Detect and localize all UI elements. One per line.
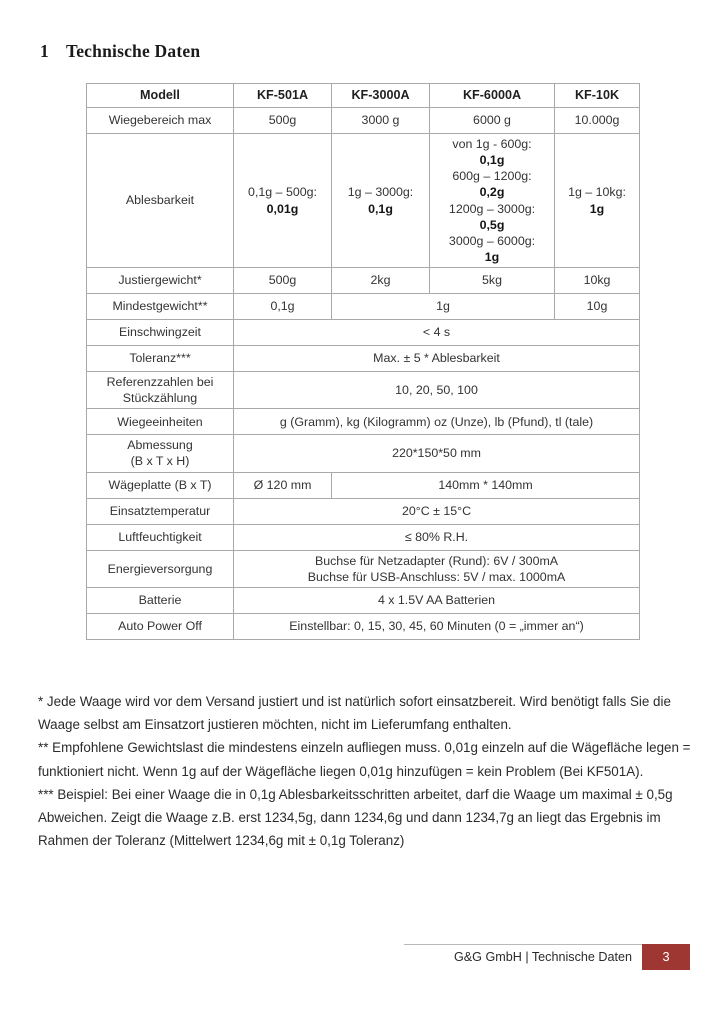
footnotes [38, 690, 694, 852]
row-label: Wiegeeinheiten [87, 409, 234, 435]
row-label: Luftfeuchtigkeit [87, 524, 234, 550]
table-row-energieversorgung [87, 550, 640, 587]
table-row-auto-power-off [87, 613, 640, 639]
footnote-triple-asterisk: *** Beispiel: Bei einer Waage die in 0,1g Ablesbarkeitsschritten arbeitet, darf die Waage um maximal ± 0,5g Abweichen. Zeigt die Waage z.B. erst 1234,5g, dann 1234,6g und dann 1234,7g an liegt das Ergebnis im Rahmen der Toleranz (Mittelwert 1234,6g mit ± 0,1g Toleranz) [38, 786, 673, 849]
cell-merged-value: < 4 s [234, 320, 640, 346]
cell-kf3000a: 3000 g [332, 108, 430, 134]
table-header-row [87, 84, 640, 108]
row-label: Einschwingzeit [87, 320, 234, 346]
column-header-kf501a: KF-501A [234, 84, 332, 108]
range-value: 1g [484, 249, 500, 264]
cell-kf10k: 10kg [555, 268, 640, 294]
row-label: Mindestgewicht** [87, 294, 234, 320]
cell-kf6000a-readability [430, 134, 555, 268]
cell-merged-value: 20°C ± 15°C [234, 498, 640, 524]
table-row-abmessung [87, 435, 640, 472]
cell-merged-rest: 140mm * 140mm [332, 472, 640, 498]
column-header-modell: Modell [87, 84, 234, 108]
range-value: 1g [589, 201, 605, 216]
cell-kf3000a-readability [332, 134, 430, 268]
value-line1: Buchse für Netzadapter (Rund): 6V / 300mA [314, 553, 559, 568]
range-label: 0,1g – 500g: [248, 185, 317, 200]
table-row-batterie [87, 587, 640, 613]
row-label [87, 372, 234, 409]
cell-kf501a: 500g [234, 268, 332, 294]
footnote-single-asterisk: * Jede Waage wird vor dem Versand justiert und ist natürlich sofort einsatzbereit. Wird benötigt falls Sie die Waage selbst am Einsatzort justieren möchten, nicht im Lieferumfang enthalten. [38, 694, 671, 733]
cell-merged-value: 220*150*50 mm [234, 435, 640, 472]
range-value: 0,2g [479, 185, 505, 200]
row-label [87, 435, 234, 472]
cell-kf501a-readability [234, 134, 332, 268]
cell-kf10k: 10g [555, 294, 640, 320]
range-label: 1200g – 3000g: [448, 201, 536, 216]
page-title [40, 41, 200, 62]
row-label: Energieversorgung [87, 550, 234, 587]
row-label: Ablesbarkeit [87, 134, 234, 268]
cell-kf6000a: 6000 g [430, 108, 555, 134]
table-row-referenzzahlen [87, 372, 640, 409]
range-value: 0,01g [266, 201, 299, 216]
cell-merged-value: g (Gramm), kg (Kilogramm) oz (Unze), lb (Pfund), tl (tale) [234, 409, 640, 435]
range-value: 0,5g [479, 217, 505, 232]
cell-kf10k-readability [555, 134, 640, 268]
row-label-line2: Stückzählung [122, 391, 198, 406]
row-label-line1: Referenzzahlen bei [106, 375, 214, 389]
section-title: Technische Daten [65, 41, 201, 61]
cell-kf6000a: 5kg [430, 268, 555, 294]
table-row-toleranz [87, 346, 640, 372]
cell-kf3000a: 2kg [332, 268, 430, 294]
cell-merged-value: Max. ± 5 * Ablesbarkeit [234, 346, 640, 372]
page-number-badge: 3 [642, 944, 690, 970]
range-label: 3000g – 6000g: [448, 233, 536, 248]
cell-merged-value: 10, 20, 50, 100 [234, 372, 640, 409]
range-label: 600g – 1200g: [452, 169, 532, 184]
column-header-kf3000a: KF-3000A [332, 84, 430, 108]
cell-merged-mid: 1g [332, 294, 555, 320]
table-row-einsatztemperatur [87, 498, 640, 524]
footer-label: G&G GmbH | Technische Daten [453, 950, 632, 964]
row-label-line1: Abmessung [127, 438, 193, 453]
cell-merged-value: 4 x 1.5V AA Batterien [234, 587, 640, 613]
table-row-wiegeeinheiten [87, 409, 640, 435]
row-label: Wägeplatte (B x T) [87, 472, 234, 498]
row-label: Toleranz*** [87, 346, 234, 372]
row-label: Justiergewicht* [87, 268, 234, 294]
cell-kf501a: Ø 120 mm [234, 472, 332, 498]
cell-merged-value: ≤ 80% R.H. [234, 524, 640, 550]
table-row-ablesbarkeit [87, 134, 640, 268]
table-row-justiergewicht [87, 268, 640, 294]
cell-merged-value: Einstellbar: 0, 15, 30, 45, 60 Minuten (0 = „immer an“) [234, 613, 640, 639]
table-row-einschwingzeit [87, 320, 640, 346]
row-label-line2: (B x T x H) [130, 454, 190, 469]
cell-merged-value [234, 550, 640, 587]
column-header-kf10k: KF-10K [555, 84, 640, 108]
range-value: 0,1g [479, 153, 505, 168]
page-footer [404, 944, 690, 974]
row-label: Einsatztemperatur [87, 498, 234, 524]
cell-kf501a: 500g [234, 108, 332, 134]
row-label: Wiegebereich max [87, 108, 234, 134]
specifications-table [86, 83, 640, 640]
value-line2: Buchse für USB-Anschluss: 5V / max. 1000mA [307, 569, 566, 584]
range-label: 1g – 3000g: [347, 185, 414, 200]
row-label: Batterie [87, 587, 234, 613]
table-row-mindestgewicht [87, 294, 640, 320]
footnote-double-asterisk: ** Empfohlene Gewichtslast die mindestens einzeln aufliegen muss. 0,01g einzeln auf die Wägefläche legen = funktioniert nicht. Wenn 1g auf der Wägefläche liegen 0,01g hinzufügen = kein Problem (Bei KF501A). [38, 740, 691, 779]
column-header-kf6000a: KF-6000A [430, 84, 555, 108]
row-label: Auto Power Off [87, 613, 234, 639]
table-row-luftfeuchtigkeit [87, 524, 640, 550]
range-label: 1g – 10kg: [568, 185, 626, 200]
table-row-wiegebereich [87, 108, 640, 134]
cell-kf10k: 10.000g [555, 108, 640, 134]
range-value: 0,1g [368, 201, 393, 216]
cell-kf501a: 0,1g [234, 294, 332, 320]
footer-divider [404, 944, 642, 945]
section-number: 1 [40, 41, 49, 61]
range-label: von 1g - 600g: [452, 137, 532, 151]
table-row-waegeplatte [87, 472, 640, 498]
